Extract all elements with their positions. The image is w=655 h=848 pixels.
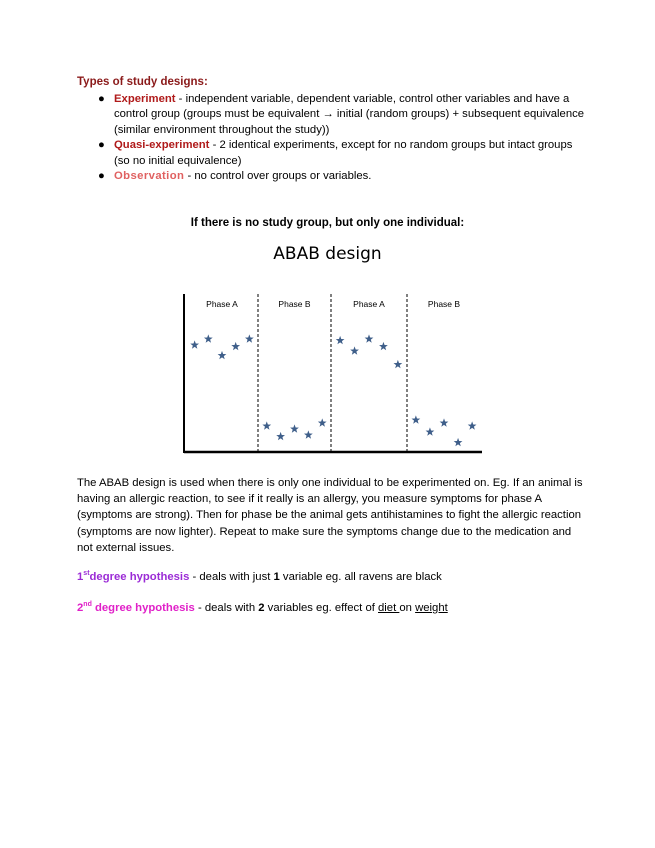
hyp1-text-a: - deals with just	[189, 570, 274, 583]
data-point-star	[204, 334, 213, 342]
phase-label: Phase A	[206, 299, 238, 309]
hyp2-word-weight: weight	[415, 601, 448, 614]
hyp1-sup: st	[83, 570, 90, 577]
data-point-star	[218, 351, 227, 359]
hyp2-ordinal: 2	[77, 601, 84, 614]
abab-description: The ABAB design is used when there is only one individual to be experimented on. Eg. If an animal is having an allergic reaction, to see if it really is an allergy, you measure symptoms for phase A (symptoms are strong). Then for phase be the animal gets antihistamines to fight the allergic reaction (symptoms are now lighter). Repeat to make sure the symptoms change due to the medication and not external issues.	[77, 477, 583, 554]
term-experiment: Experiment	[114, 93, 176, 105]
single-individual-subtitle: If there is no study group, but only one individual:	[190, 217, 465, 229]
chart-title: ABAB design	[273, 244, 382, 264]
data-point-star	[276, 432, 285, 440]
second-degree-hypothesis	[77, 601, 448, 614]
data-point-star	[350, 346, 359, 354]
quasi-experiment-description: - 2 identical experiments, except for no random groups but intact groups (so no initial equivalence)	[114, 139, 573, 167]
hyp2-count: 2	[258, 601, 265, 614]
hyp1-count: 1	[273, 570, 280, 583]
bullet-icon: ●	[98, 170, 105, 183]
data-point-star	[290, 424, 299, 432]
hyp2-text-a: - deals with	[194, 601, 259, 614]
bullet-icon: ●	[98, 93, 105, 105]
data-point-star	[454, 438, 463, 446]
first-degree-hypothesis	[77, 570, 442, 583]
data-point-star	[412, 415, 421, 423]
bullet-icon: ●	[98, 139, 105, 152]
hyp2-text-b: variables eg. effect of	[264, 601, 379, 614]
phase-label: Phase B	[278, 299, 311, 309]
hyp2-word-diet: diet	[378, 601, 400, 614]
data-point-star	[426, 427, 435, 435]
data-point-star	[231, 342, 240, 350]
term-quasi-experiment: Quasi-experiment	[114, 139, 210, 152]
hyp2-sup: nd	[83, 601, 92, 608]
data-point-star	[304, 430, 313, 438]
data-point-star	[336, 336, 345, 344]
data-point-star	[394, 360, 403, 368]
hyp1-text-b: variable eg. all ravens are black	[279, 570, 442, 583]
data-point-star	[379, 342, 388, 350]
data-point-star	[245, 334, 254, 342]
phase-label: Phase B	[427, 299, 461, 309]
data-point-star	[468, 421, 477, 429]
data-point-star	[365, 334, 374, 342]
study-designs-heading: Types of study designs:	[77, 76, 208, 88]
hyp1-term: degree hypothesis	[89, 570, 190, 583]
data-point-star	[190, 340, 199, 348]
data-point-star	[262, 421, 271, 429]
hyp2-term: degree hypothesis	[91, 601, 195, 614]
experiment-description: - independent variable, dependent variable, control other variables and have a control group (groups must be equivalent → initial (random groups) + subsequent equivalence (similar environment throughout the study))	[114, 93, 585, 136]
observation-description: - no control over groups or variables.	[184, 170, 372, 183]
phase-label: Phase A	[353, 299, 385, 309]
hyp2-text-c: on	[399, 601, 416, 614]
data-point-star	[440, 418, 449, 426]
data-point-star	[318, 418, 327, 426]
hyp1-ordinal: 1	[77, 570, 84, 583]
term-observation: Observation	[114, 170, 185, 183]
